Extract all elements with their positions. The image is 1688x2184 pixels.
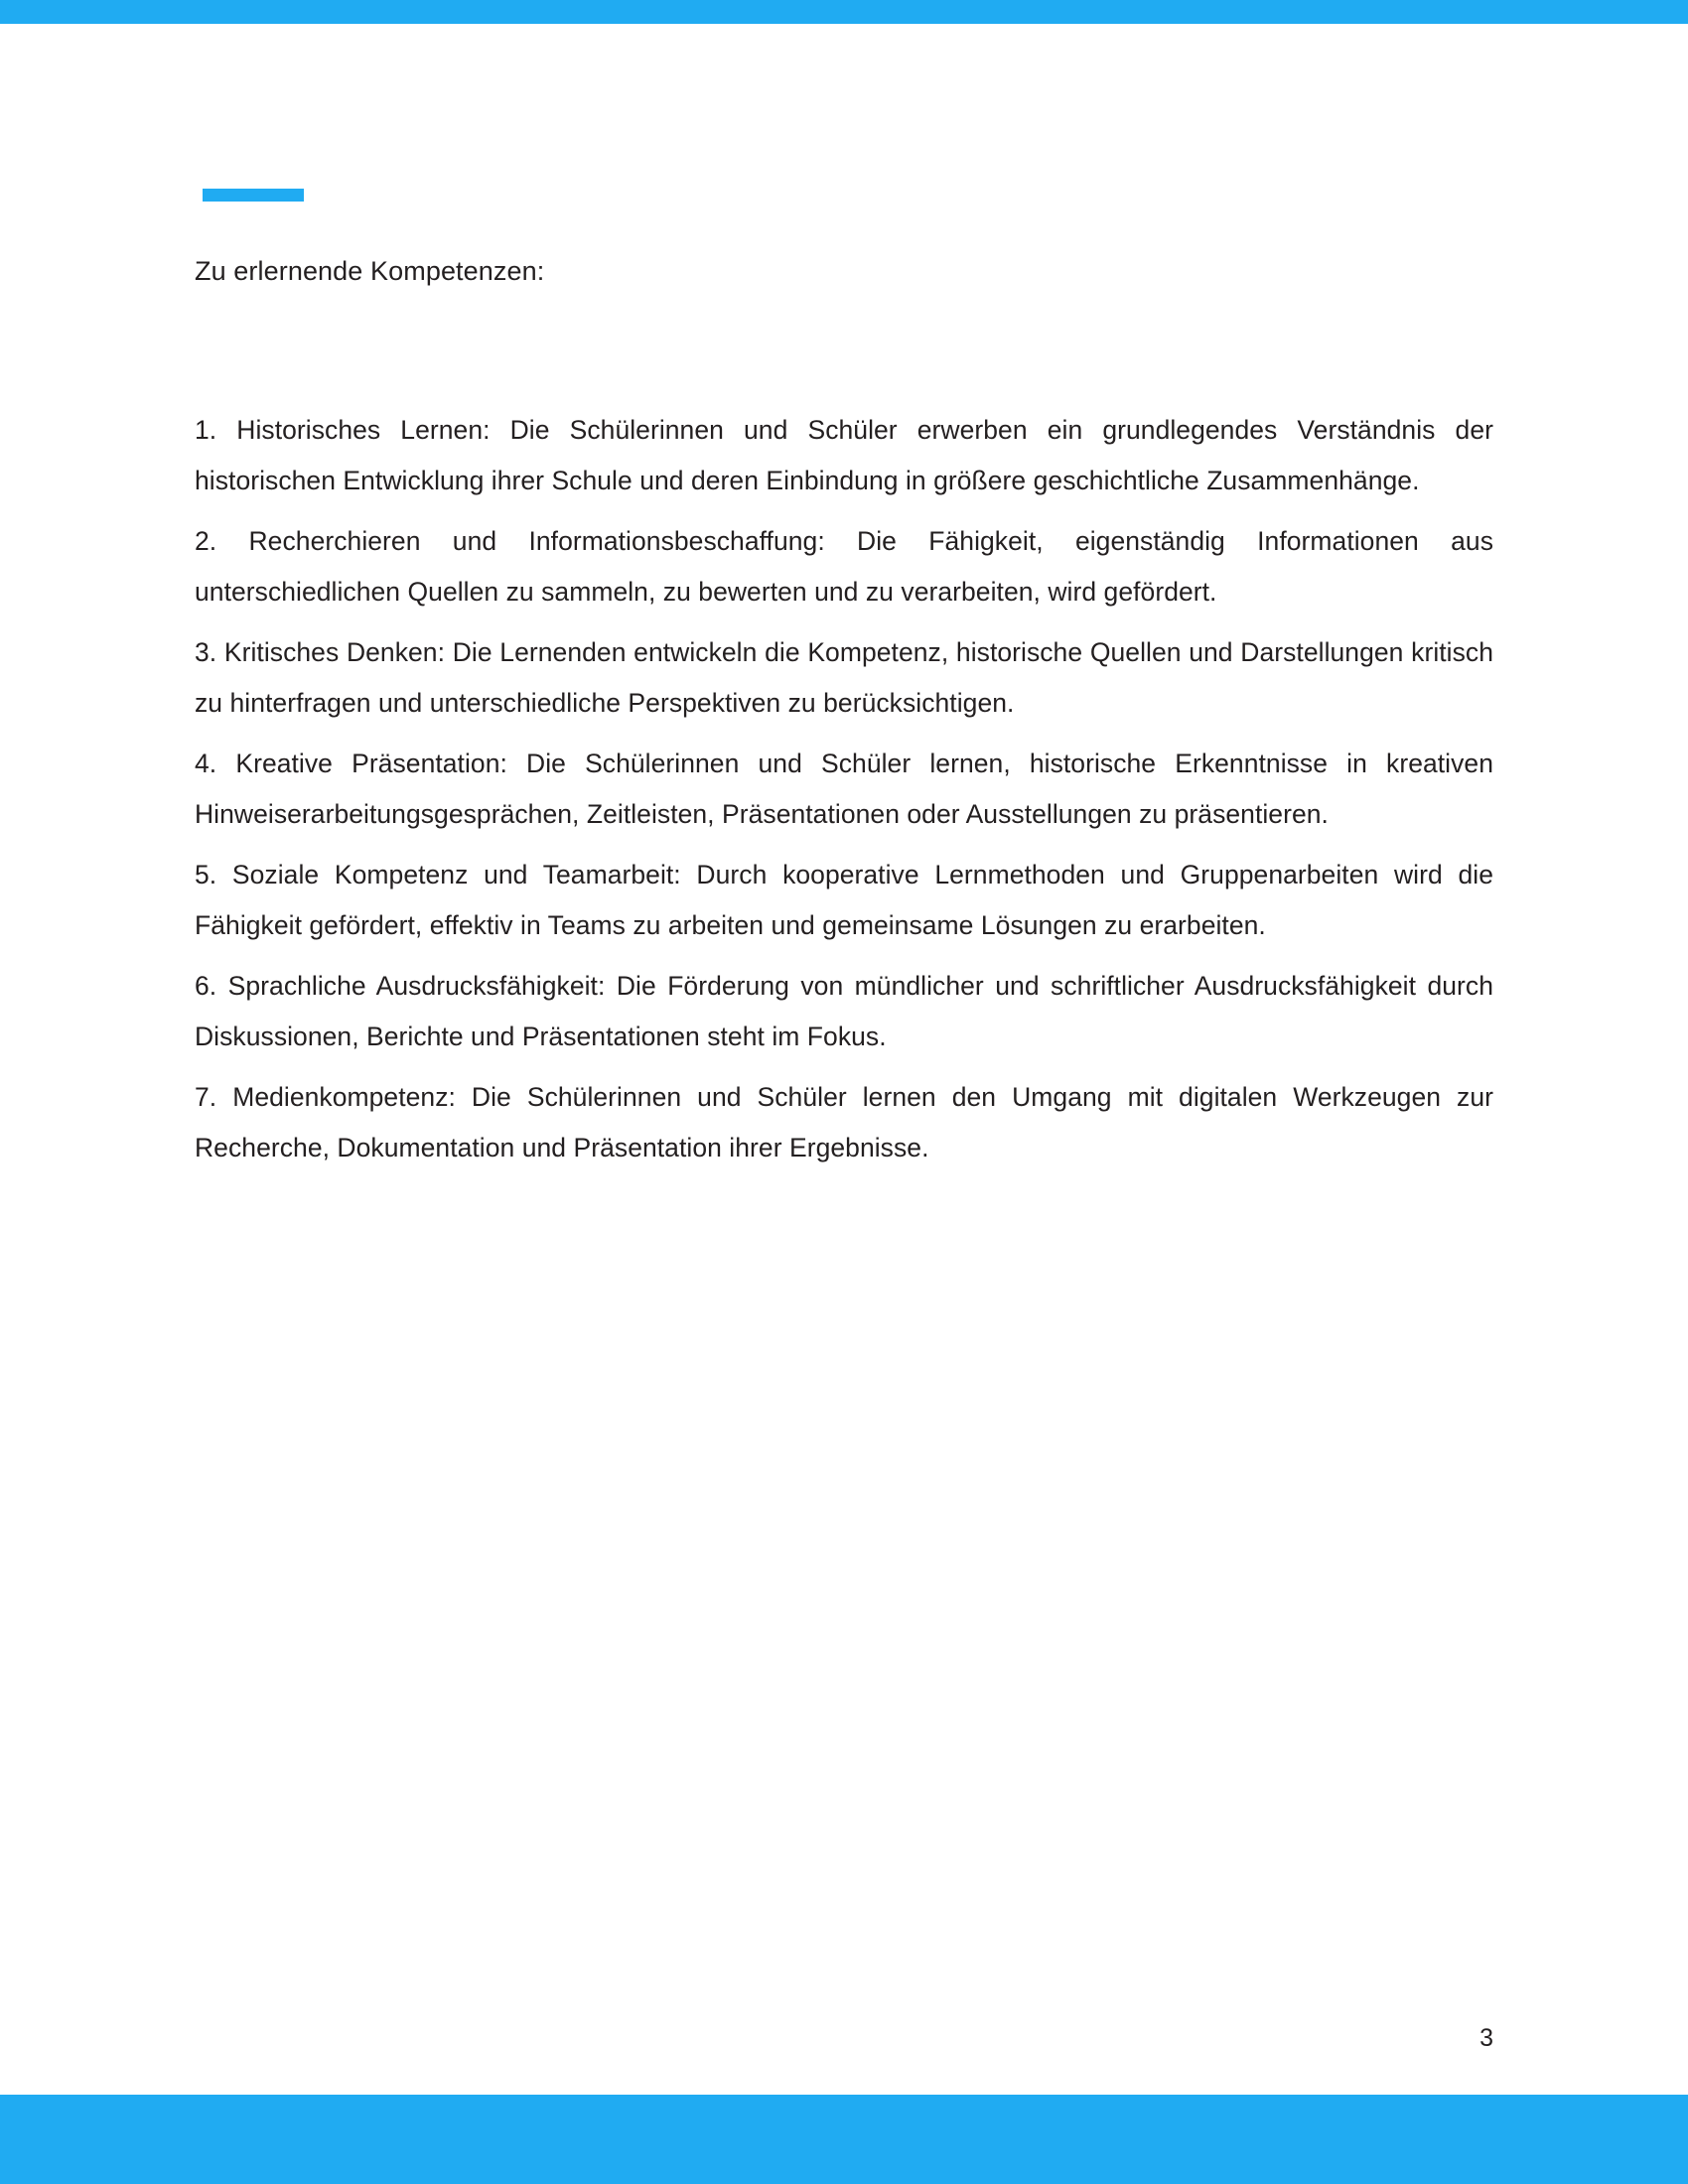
heading-accent-rule xyxy=(203,189,304,202)
list-item: 6. Sprachliche Ausdrucksfähigkeit: Die Förderung von mündlicher und schriftlicher Ausdrucksfähigkeit durch Diskussionen, Berichte und Präsentationen steht im Fokus. xyxy=(195,971,1493,1051)
page-number: 3 xyxy=(1479,2024,1493,2052)
list-item: 1. Historisches Lernen: Die Schülerinnen und Schüler erwerben ein grundlegendes Verständnis der historischen Entwicklung ihrer Schule und deren Einbindung in größere geschichtliche Zusammenhänge. xyxy=(195,415,1493,495)
bottom-accent-bar xyxy=(0,2095,1688,2184)
competency-list xyxy=(195,405,1493,1173)
page-title: Zu erlernende Kompetenzen: xyxy=(195,256,545,286)
list-item: 3. Kritisches Denken: Die Lernenden entwickeln die Kompetenz, historische Quellen und Darstellungen kritisch zu hinterfragen und unterschiedliche Perspektiven zu berücksichtigen. xyxy=(195,637,1493,718)
list-item: 7. Medienkompetenz: Die Schülerinnen und Schüler lernen den Umgang mit digitalen Werkzeugen zur Recherche, Dokumentation und Präsentation ihrer Ergebnisse. xyxy=(195,1082,1493,1162)
list-item: 4. Kreative Präsentation: Die Schülerinnen und Schüler lernen, historische Erkenntnisse in kreativen Hinweiserarbeitungsgesprächen, Zeitleisten, Präsentationen oder Ausstellungen zu präsentieren. xyxy=(195,749,1493,829)
list-item: 2. Recherchieren und Informationsbeschaffung: Die Fähigkeit, eigenständig Informationen aus unterschiedlichen Quellen zu sammeln, zu bewerten und zu verarbeiten, wird gefördert. xyxy=(195,526,1493,607)
list-item: 5. Soziale Kompetenz und Teamarbeit: Durch kooperative Lernmethoden und Gruppenarbeiten wird die Fähigkeit gefördert, effektiv in Teams zu arbeiten und gemeinsame Lösungen zu erarbeiten. xyxy=(195,860,1493,940)
top-accent-bar xyxy=(0,0,1688,24)
